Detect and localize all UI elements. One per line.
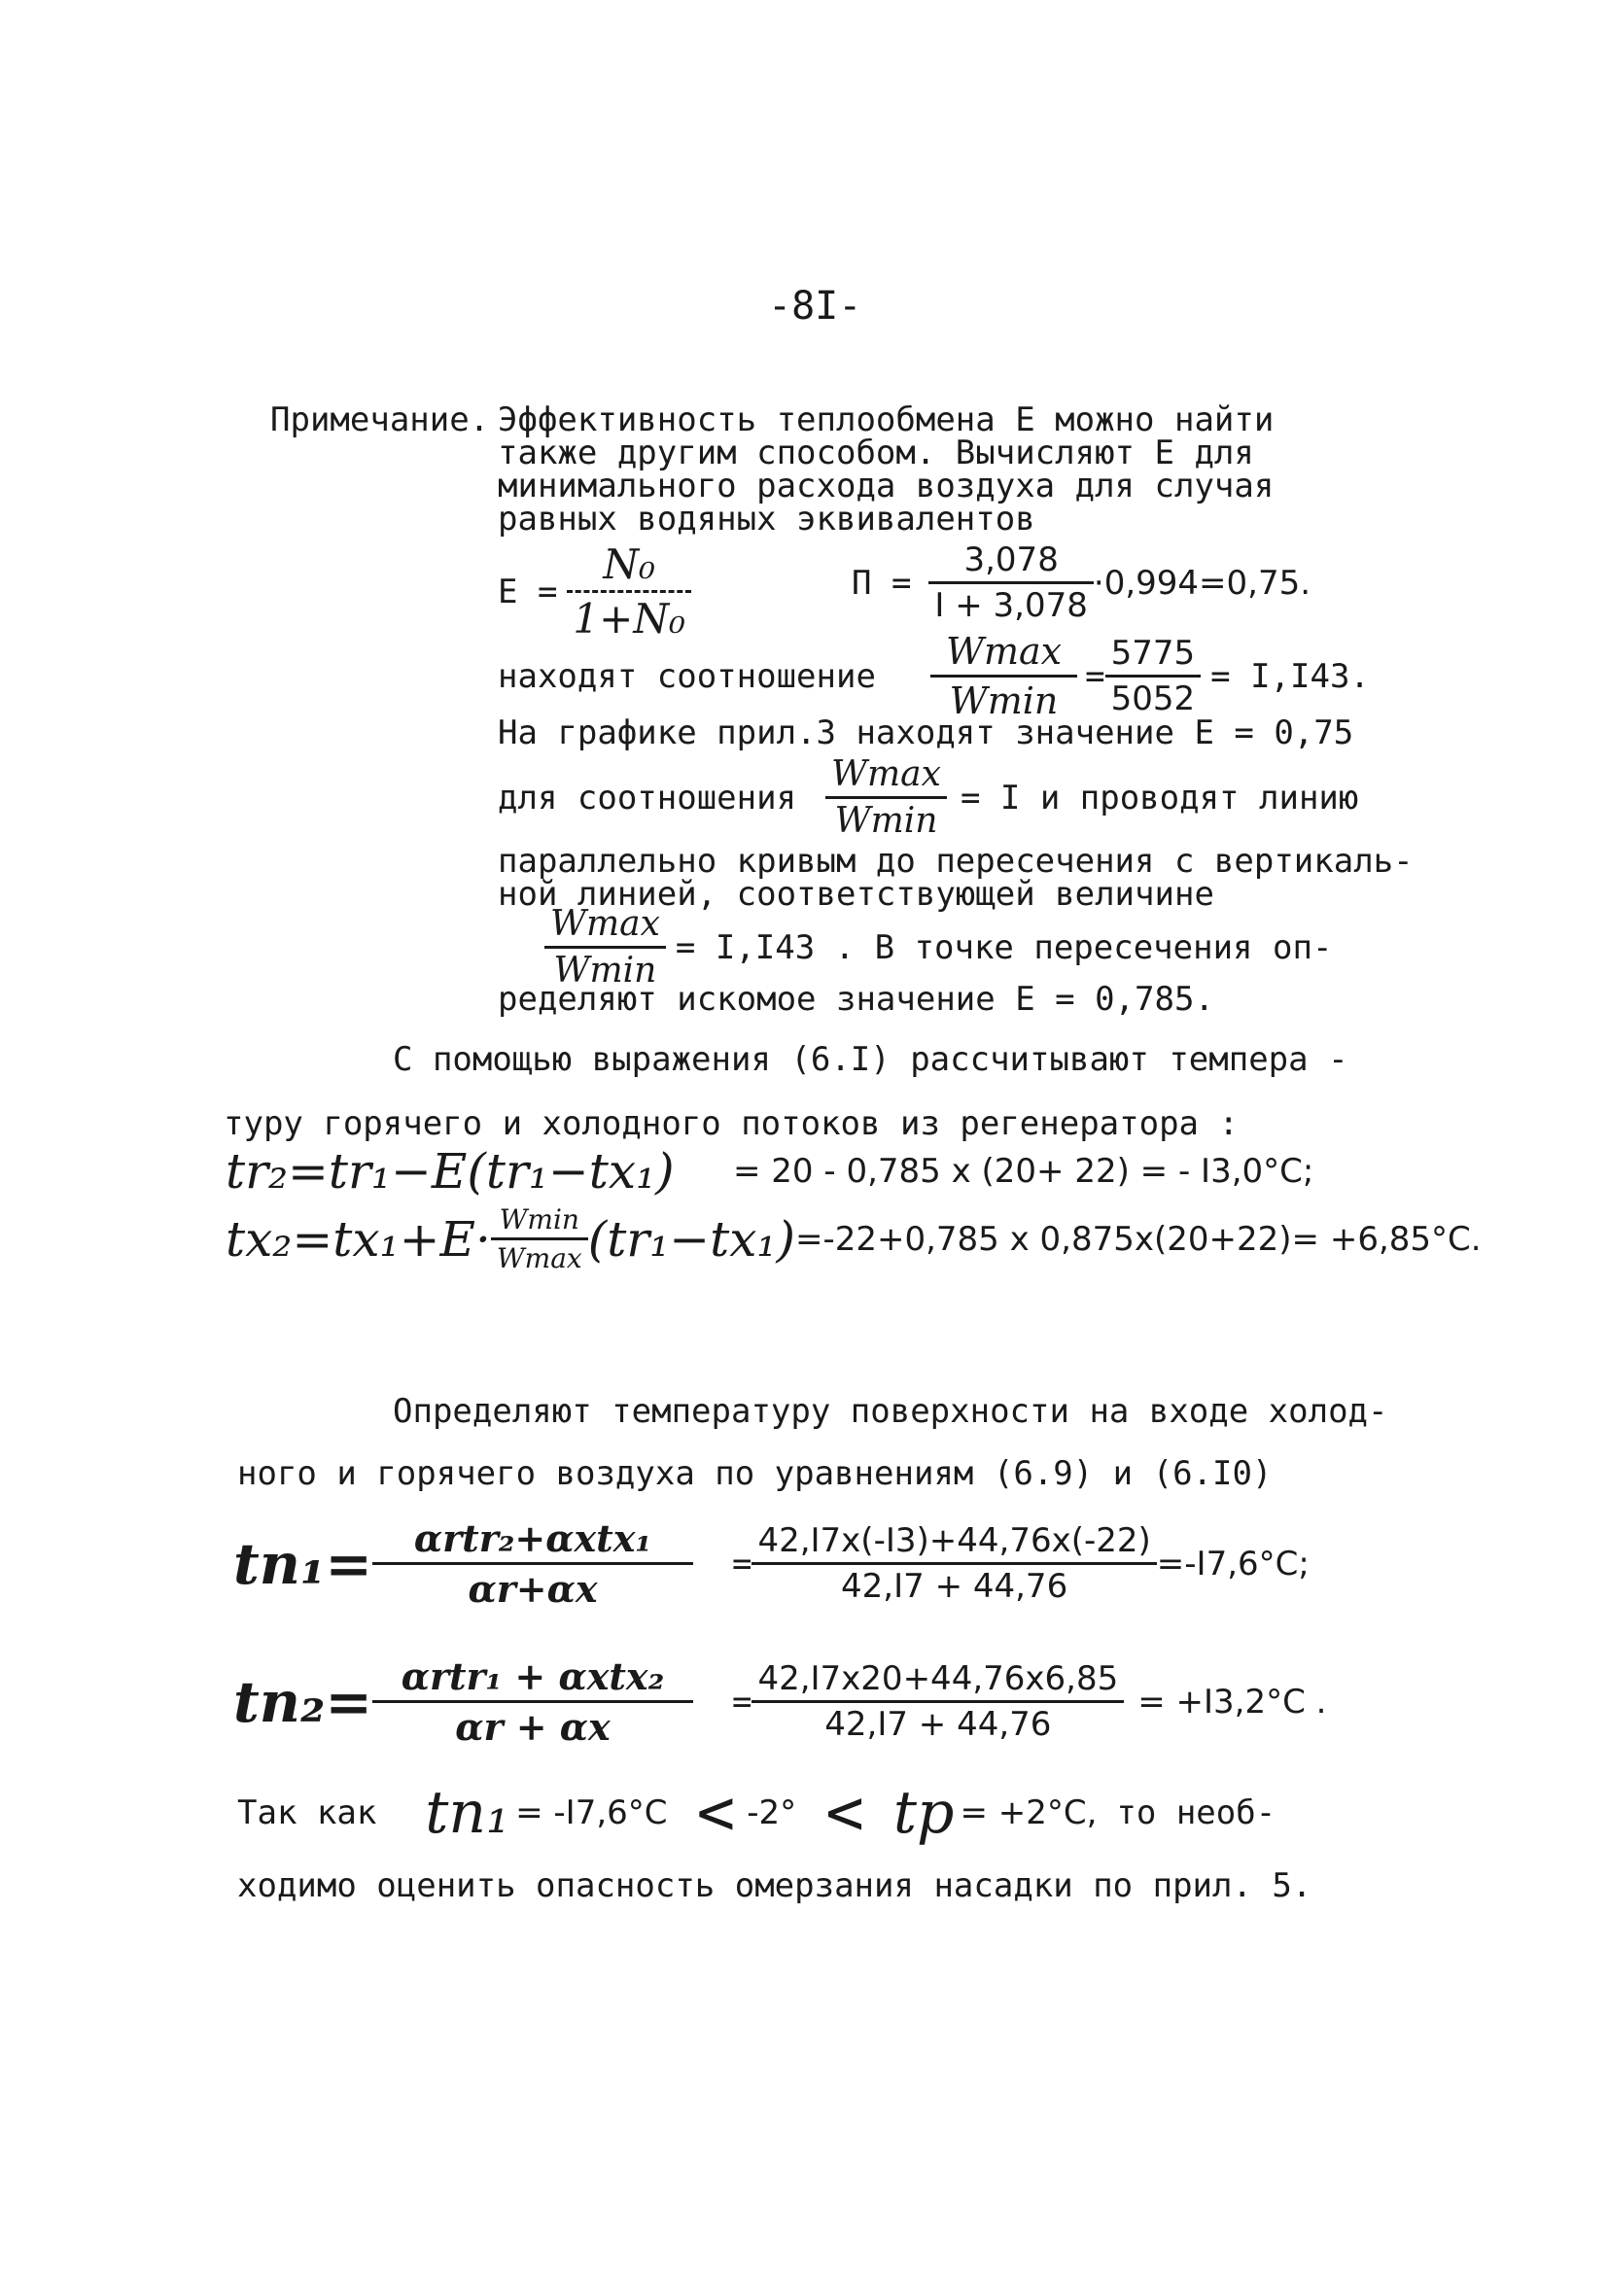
ratio-line-fraction — [930, 630, 1077, 722]
conclusion-v2: = +2°C, — [960, 1792, 1098, 1832]
conclusion-lt1: < — [696, 1775, 736, 1850]
formula-tn1-lhs: tп₁= — [233, 1530, 372, 1597]
ratio-line-denominator: Wmin — [949, 679, 1059, 722]
formula-tn1-value-denominator: 42,I7 + 44,76 — [841, 1567, 1068, 1606]
formula-tn2-value-numerator: 42,I7x20+44,76x6,85 — [752, 1659, 1124, 1703]
formula-p-rhs: ·0,994=0,75. — [1093, 563, 1311, 603]
conclusion-lt2: < — [825, 1775, 864, 1850]
formula-tx2-numerator: Wmin — [491, 1203, 588, 1240]
ratio-line-value-denominator: 5052 — [1110, 679, 1196, 718]
ratio-line-text: находят соотношение — [498, 656, 876, 696]
formula-tx2-denominator: Wmax — [496, 1242, 582, 1274]
formula-p-denominator: I + 3,078 — [934, 586, 1088, 625]
formula-tn2 — [233, 1654, 1326, 1749]
ratio3-fraction — [544, 904, 666, 991]
parallel-line-2: ной линией, соответствующей величине — [498, 875, 1214, 914]
formula-tr2-rhs: = 20 - 0,785 x (20+ 22) = - I3,0°C; — [733, 1152, 1314, 1191]
note-line-3: минимального расхода воздуха для случая — [498, 467, 1275, 505]
formula-p-numerator: 3,078 — [928, 540, 1093, 584]
ratio3-line — [544, 904, 1332, 991]
conclusion-mid: -2° — [747, 1792, 797, 1832]
note-line-1: Эффективность теплообмена Е можно найти — [498, 400, 1275, 439]
ratio3-rhs: = I,I43 . В точке пересечения оп- — [675, 927, 1333, 967]
formula-tx2 — [226, 1203, 1482, 1274]
ratio2-line — [498, 754, 1358, 841]
ratio-line-value-numerator: 5775 — [1105, 634, 1202, 678]
formula-tn2-denominator: αr + αx — [455, 1705, 611, 1749]
formula-tr2 — [226, 1143, 1313, 1200]
formula-tn1-eq: = — [731, 1544, 752, 1583]
formula-tn2-value-fraction — [752, 1659, 1124, 1744]
formula-tn1-fraction — [372, 1516, 693, 1611]
formula-tn2-value-denominator: 42,I7 + 44,76 — [824, 1705, 1052, 1744]
formula-p-fraction — [928, 540, 1093, 625]
para2-line-1: Определяют температуру поверхности на входе холод- — [393, 1392, 1388, 1431]
conclusion-line-1 — [237, 1775, 1276, 1850]
para1-line-2: туру горячего и холодного потоков из регенератора : — [224, 1104, 1239, 1143]
formula-e-lhs: E = — [498, 572, 558, 611]
ratio3-denominator: Wmin — [553, 951, 657, 991]
note-line-4: равных водяных эквивалентов — [498, 500, 1035, 539]
note-label: Примечание. — [270, 400, 490, 439]
formula-p — [852, 540, 1311, 625]
note-line-2: также другим способом. Вычисляют Е для — [498, 434, 1254, 472]
conclusion-tail: то необ- — [1116, 1792, 1276, 1832]
ratio2-text: для соотношения — [498, 778, 797, 818]
formula-tn1-numerator: αrtr₂+αxtx₁ — [372, 1516, 693, 1565]
formula-tn2-fraction — [372, 1654, 693, 1749]
ratio3-numerator: Wmax — [544, 904, 666, 949]
ratio-line-eq: = — [1085, 656, 1105, 696]
conclusion-line-2: ходимо оценить опасность омерзания насадки по прил. 5. — [237, 1866, 1312, 1905]
ratio2-fraction — [825, 754, 947, 841]
formula-e-fraction — [567, 540, 691, 643]
ratio2-numerator: Wmax — [825, 754, 947, 799]
formula-tn2-rhs: = +I3,2°C . — [1137, 1682, 1327, 1722]
formula-tn1-value-fraction — [752, 1521, 1156, 1606]
ratio-line-numerator: Wmax — [930, 630, 1077, 678]
formula-e-denominator: 1+N₀ — [573, 595, 685, 643]
parallel-line-1: параллельно кривым до пересечения с вертикаль- — [498, 842, 1414, 881]
formula-tx2-lhs-post: (tr₁−tx₁) — [587, 1210, 795, 1268]
formula-tn2-eq: = — [731, 1682, 752, 1722]
formula-e-definition — [498, 540, 691, 643]
ratio-line-rhs: = I,I43. — [1210, 656, 1370, 696]
formula-tn2-lhs: tп₂= — [233, 1668, 372, 1735]
conclusion-v1: = -I7,6°C — [515, 1792, 668, 1832]
para2-line-2: ного и горячего воздуха по уравнениям (6.9) и (6.I0) — [237, 1454, 1273, 1493]
formula-tn1-denominator: αr+αx — [468, 1567, 598, 1611]
final-line: ределяют искомое значение Е = 0,785. — [498, 980, 1214, 1019]
formula-tx2-lhs-pre: tx₂=tx₁+E· — [226, 1210, 491, 1268]
conclusion-t1: tп₁ — [425, 1778, 510, 1847]
formula-tn1-rhs: =-I7,6°C; — [1156, 1544, 1310, 1583]
formula-tr2-lhs: tr₂=tr₁−E(tr₁−tx₁) — [226, 1143, 675, 1200]
conclusion-t2: tр — [892, 1778, 955, 1847]
formula-tn1 — [233, 1516, 1310, 1611]
formula-tx2-rhs: =-22+0,785 x 0,875x(20+22)= +6,85°C. — [794, 1219, 1482, 1259]
ratio2-denominator: Wmin — [834, 801, 938, 841]
ratio2-rhs: = I и проводят линию — [960, 778, 1359, 818]
para1-line-1: С помощью выражения (6.I) рассчитывают темпера - — [393, 1040, 1348, 1079]
formula-tn1-value-numerator: 42,I7x(-I3)+44,76x(-22) — [752, 1521, 1156, 1565]
formula-p-lhs: П = — [852, 563, 912, 603]
ratio-line — [498, 630, 1370, 722]
page-number: -8I- — [768, 284, 862, 329]
conclusion-prefix: Так как — [237, 1792, 377, 1832]
formula-tn2-numerator: αrtr₁ + αxtx₂ — [372, 1654, 693, 1703]
formula-e-numerator: N₀ — [567, 540, 691, 593]
graph-line: На графике прил.3 находят значение Е = 0,75 — [498, 713, 1354, 752]
formula-tx2-fraction — [491, 1203, 588, 1274]
ratio-line-value-fraction — [1105, 634, 1202, 718]
